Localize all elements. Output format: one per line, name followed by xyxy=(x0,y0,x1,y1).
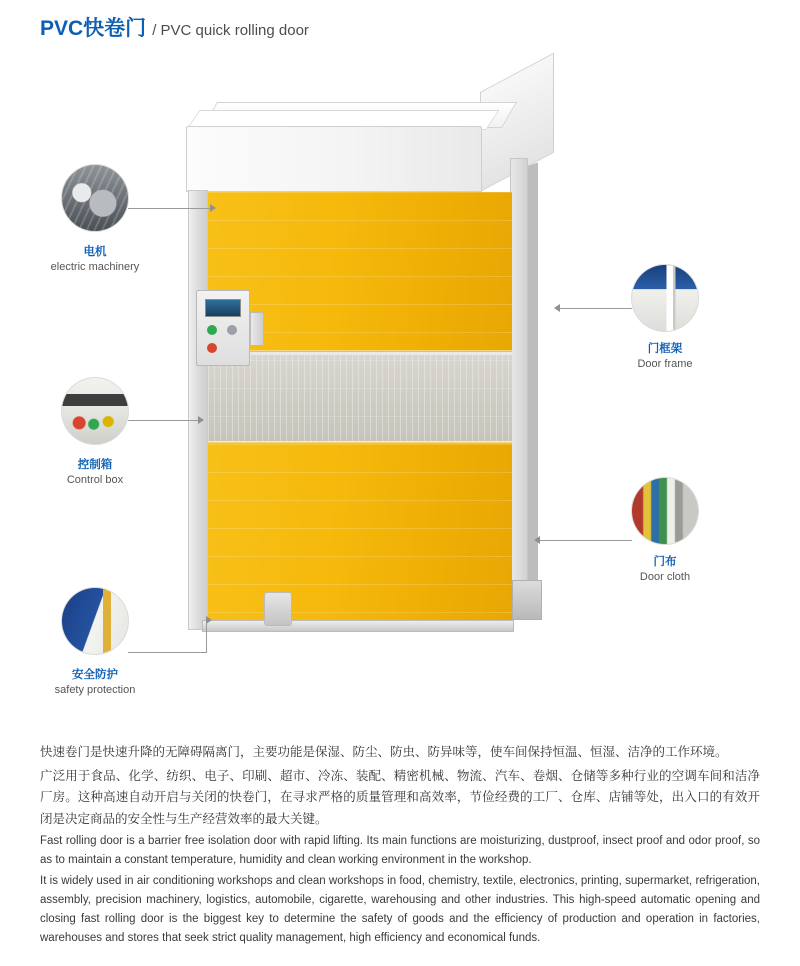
description-block xyxy=(40,742,760,950)
callout-label-control-box xyxy=(20,458,170,487)
callout-label-door-frame xyxy=(590,342,740,371)
leader-arrow-control-box xyxy=(198,416,204,424)
leader-arrow-safety xyxy=(206,616,212,624)
leader-line-door-cloth xyxy=(540,540,632,541)
leader-line-motor xyxy=(128,208,210,209)
callout-label-motor-en: electric machinery xyxy=(50,260,140,273)
callout-label-motor-cn: 电机 xyxy=(83,246,107,258)
callout-label-control-box-cn: 控制箱 xyxy=(77,459,113,471)
page-title-en: / PVC quick rolling door xyxy=(152,22,309,39)
product-figure xyxy=(0,60,800,720)
callout-label-door-cloth-cn: 门布 xyxy=(653,556,677,568)
callout-label-door-cloth-en: Door cloth xyxy=(639,570,691,583)
control-box-green-button xyxy=(207,325,217,335)
motor-photo xyxy=(62,165,128,231)
description-cn-paragraph-2: 广泛用于食品、化学、纺织、电子、印刷、超市、冷冻、装配、精密机械、物流、汽车、卷烟、仓储等多种行业的空调车间和洁净厂房。这种高速自动开启与关闭的快卷门，在寻求严格的质量管理和高效率，节俭经费的工厂、仓库、店铺等处，出入口的有效开闭是决定商品的安全性与生产经营效率的最大关键。 xyxy=(40,768,760,826)
callout-label-motor xyxy=(20,245,170,274)
page-header xyxy=(40,12,309,42)
leader-arrow-motor xyxy=(210,204,216,212)
control-box-photo xyxy=(62,378,128,444)
page-title-cn: PVC快卷门 xyxy=(40,17,147,40)
control-box-display xyxy=(205,299,241,317)
leader-line-safety-vertical xyxy=(206,620,207,653)
leader-line-control-box xyxy=(128,420,198,421)
control-box-unit xyxy=(196,290,250,366)
door-bottom-rail xyxy=(202,620,514,632)
leader-line-door-frame xyxy=(560,308,632,309)
door-frame-right-post xyxy=(510,158,528,598)
curtain-slats-texture xyxy=(208,192,512,628)
door-housing-front xyxy=(186,126,482,192)
door-cloth-photo xyxy=(632,478,698,544)
control-box-grey-button xyxy=(227,325,237,335)
description-en-paragraph-1: Fast rolling door is a barrier free isolation door with rapid lifting. Its main functions are moisturizing, dustproof, insect proof and odor proof, so as to maintain a constant temperature, humidity and clean working environment in the workshop. xyxy=(40,835,760,866)
leader-arrow-door-frame xyxy=(554,304,560,312)
door-curtain xyxy=(208,192,512,628)
door-frame-right-base xyxy=(512,580,542,620)
door-frame-photo xyxy=(632,265,698,331)
callout-label-safety-en: safety protection xyxy=(54,683,136,696)
control-box-red-button xyxy=(207,343,217,353)
rolling-door-illustration xyxy=(180,80,600,680)
leader-arrow-door-cloth xyxy=(534,536,540,544)
callout-label-door-frame-en: Door frame xyxy=(637,357,693,370)
safety-protection-photo xyxy=(62,588,128,654)
callout-label-door-frame-cn: 门框架 xyxy=(647,343,683,355)
callout-label-safety xyxy=(20,668,170,697)
door-frame-left-base xyxy=(264,592,292,626)
control-box-bracket xyxy=(250,312,264,346)
description-cn-paragraph-1: 快速卷门是快速升降的无障碍隔离门，主要功能是保湿、防尘、防虫、防异味等，使车间保持恒温、恒湿、洁净的工作环境。 xyxy=(40,745,728,759)
callout-label-door-cloth xyxy=(590,555,740,584)
callout-label-safety-cn: 安全防护 xyxy=(72,669,118,681)
door-frame-right-shadow xyxy=(528,162,538,596)
description-en-paragraph-2: It is widely used in air conditioning workshops and clean workshops in food, chemistry, textile, electronics, printing, supermarket, refrigeration, assembly, precision machinery, logistics, automobile, cigarette, warehousing and other industries. This high-speed automatic opening and closing fast rolling door is the biggest key to determine the safety of goods and the efficiency of production and operation in factories, warehouses and stores that seek strict quality management, high efficiency and economical funds. xyxy=(40,874,760,944)
door-frame-left-post xyxy=(188,190,208,630)
callout-label-control-box-en: Control box xyxy=(66,473,124,486)
leader-line-safety xyxy=(128,652,206,653)
